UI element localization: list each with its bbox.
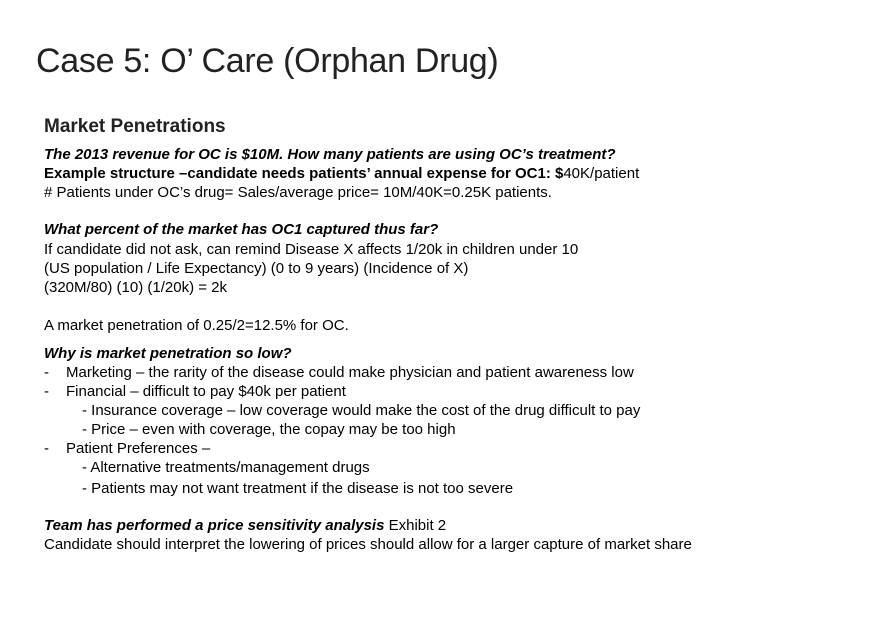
team-bold-text: Team has performed a price sensitivity analysis xyxy=(44,517,385,534)
bullet-text: Financial – difficult to pay $40k per patient xyxy=(66,383,346,400)
slide-title: Case 5: O’ Care (Orphan Drug) xyxy=(36,42,499,80)
bullet-marketing xyxy=(44,364,634,382)
question-revenue: The 2013 revenue for OC is $10M. How many patients are using OC’s treatment? xyxy=(44,146,616,163)
structure-rest-text: 40K/patient xyxy=(563,165,640,182)
exhibit-reference: Exhibit 2 xyxy=(384,517,447,534)
sub-bullet-insurance: - Insurance coverage – low coverage would make the cost of the drug difficult to pay xyxy=(82,402,641,419)
structure-line xyxy=(44,165,639,183)
question-why-low: Why is market penetration so low? xyxy=(44,345,292,362)
patients-line: # Patients under OC’s drug= Sales/average price= 10M/40K=0.25K patients. xyxy=(44,184,552,201)
bullet-text: Patient Preferences – xyxy=(66,440,211,457)
formula-line: (US population / Life Expectancy) (0 to 9 years) (Incidence of X) xyxy=(44,260,469,277)
bullet-dash: - xyxy=(44,440,49,457)
bullet-dash: - xyxy=(44,364,49,381)
structure-bold-text: Example structure –candidate needs patients’ annual expense for OC1: $ xyxy=(44,165,564,182)
section-heading: Market Penetrations xyxy=(44,116,226,137)
bullet-text: Marketing – the rarity of the disease could make physician and patient awareness low xyxy=(66,364,634,381)
sub-bullet-severity: - Patients may not want treatment if the disease is not too severe xyxy=(82,480,514,497)
question-market-percent: What percent of the market has OC1 captured thus far? xyxy=(44,221,439,238)
team-line xyxy=(44,517,446,535)
bullet-financial xyxy=(44,383,346,401)
candidate-line: Candidate should interpret the lowering of prices should allow for a larger capture of market share xyxy=(44,536,692,553)
bullet-patient-preferences xyxy=(44,440,210,458)
bullet-dash: - xyxy=(44,383,49,400)
penetration-line: A market penetration of 0.25/2=12.5% for OC. xyxy=(44,317,349,334)
sub-bullet-alternatives: - Alternative treatments/management drugs xyxy=(82,459,370,476)
calc-line: (320M/80) (10) (1/20k) = 2k xyxy=(44,279,227,296)
sub-bullet-price: - Price – even with coverage, the copay may be too high xyxy=(82,421,456,438)
remind-line: If candidate did not ask, can remind Disease X affects 1/20k in children under 10 xyxy=(44,241,579,258)
